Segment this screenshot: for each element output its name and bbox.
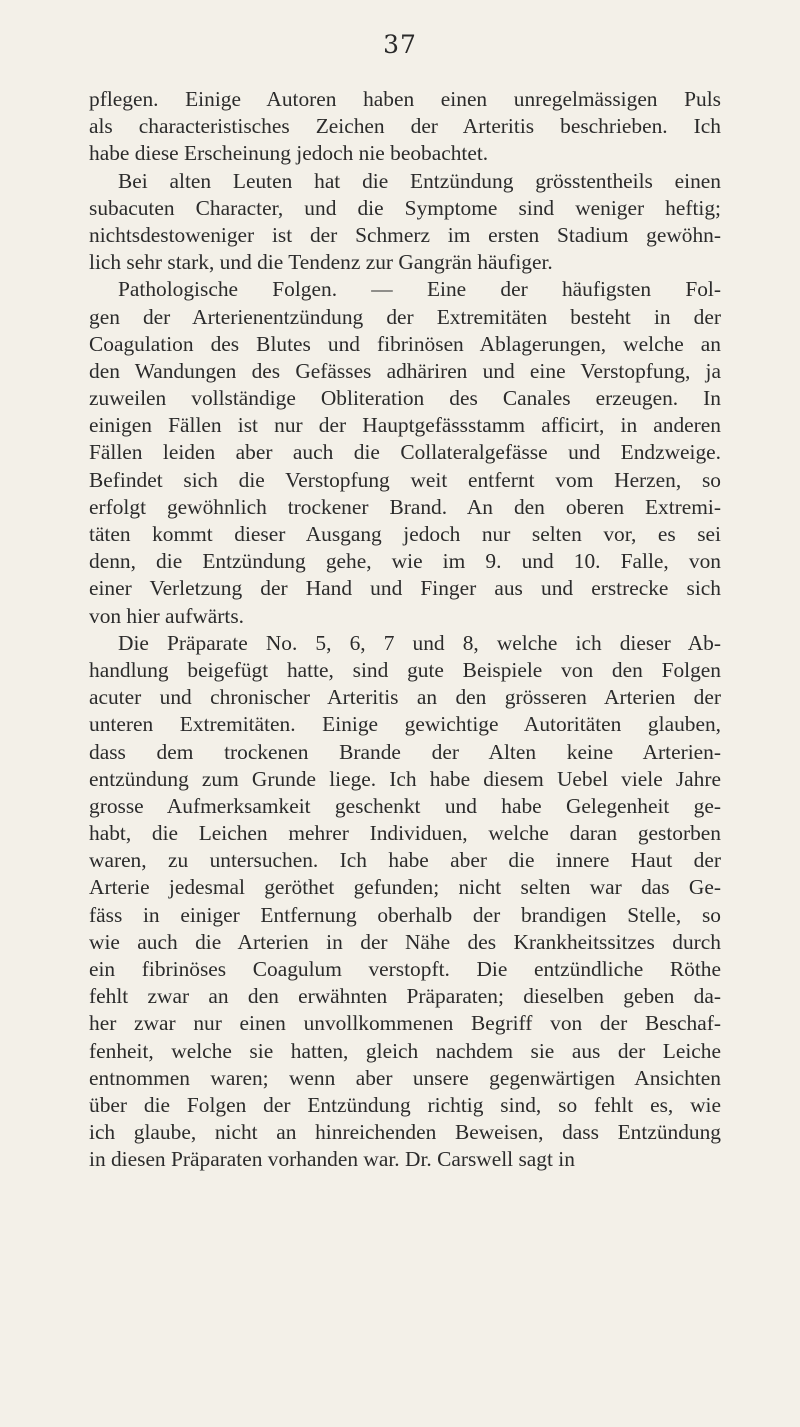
text-line: lich sehr stark, und die Tendenz zur Gangrän häufiger. <box>89 250 553 275</box>
text-line: acuter und chronischer Arteritis an den grösseren Arterien der <box>89 685 721 710</box>
page-number: 37 <box>383 30 417 59</box>
text-line: gen der Arterienentzündung der Extremitäten besteht in der <box>89 304 721 329</box>
text-line: Pathologische Folgen. — Eine der häufigsten Fol- <box>118 277 721 302</box>
text-line: Coagulation des Blutes und fibrinösen Ablagerungen, welche an <box>89 331 721 356</box>
text-line: Die Präparate No. 5, 6, 7 und 8, welche ich dieser Ab- <box>118 630 721 655</box>
text-line: her zwar nur einen unvollkommenen Begriff von der Beschaf- <box>89 1011 721 1036</box>
text-line: waren, zu untersuchen. Ich habe aber die innere Haut der <box>89 848 721 873</box>
text-line: habt, die Leichen mehrer Individuen, welche daran gestorben <box>89 821 721 846</box>
text-line: in diesen Präparaten vorhanden war. Dr. Carswell sagt in <box>89 1147 575 1172</box>
text-line: wie auch die Arterien in der Nähe des Krankheitssitzes durch <box>89 929 721 954</box>
text-line: habe diese Erscheinung jedoch nie beobachtet. <box>89 141 489 166</box>
text-line: als characteristisches Zeichen der Arteritis beschrieben. Ich <box>89 114 721 139</box>
text-line: einigen Fällen ist nur der Hauptgefässstamm afficirt, in anderen <box>89 413 721 438</box>
text-line: fenheit, welche sie hatten, gleich nachdem sie aus der Leiche <box>89 1038 721 1063</box>
text-line: grosse Aufmerksamkeit geschenkt und habe Gelegenheit ge- <box>89 793 721 818</box>
text-line: fehlt zwar an den erwähnten Präparaten; dieselben geben da- <box>89 984 721 1009</box>
text-line: entzündung zum Grunde liege. Ich habe diesem Uebel viele Jahre <box>89 766 721 791</box>
text-line: entnommen waren; wenn aber unsere gegenwärtigen Ansichten <box>89 1065 721 1090</box>
body-text <box>89 86 721 1174</box>
text-line: ich glaube, nicht an hinreichenden Beweisen, dass Entzündung <box>89 1120 721 1145</box>
text-line: über die Folgen der Entzündung richtig sind, so fehlt es, wie <box>89 1092 721 1117</box>
text-line: dass dem trockenen Brande der Alten keine Arterien- <box>89 739 721 764</box>
text-line: Befindet sich die Verstopfung weit entfernt vom Herzen, so <box>89 467 721 492</box>
text-line: ein fibrinöses Coagulum verstopft. Die entzündliche Röthe <box>89 957 721 981</box>
text-line: erfolgt gewöhnlich trockener Brand. An den oberen Extremi- <box>89 494 721 519</box>
text-line: nichtsdestoweniger ist der Schmerz im ersten Stadium gewöhn- <box>89 222 721 247</box>
text-line: Bei alten Leuten hat die Entzündung grösstentheils einen <box>118 168 721 193</box>
text-line: denn, die Entzündung gehe, wie im 9. und 10. Falle, von <box>89 549 721 574</box>
text-line: zuweilen vollständige Obliteration des Canales erzeugen. In <box>89 386 721 411</box>
text-line: subacuten Character, und die Symptome sind weniger heftig; <box>89 195 721 220</box>
text-line: fäss in einiger Entfernung oberhalb der brandigen Stelle, so <box>89 902 721 927</box>
text-line: den Wandungen des Gefässes adhäriren und eine Verstopfung, ja <box>89 358 721 383</box>
text-line: unteren Extremitäten. Einige gewichtige Autoritäten glauben, <box>89 712 721 737</box>
text-line: von hier aufwärts. <box>89 603 245 628</box>
text-line: handlung beigefügt hatte, sind gute Beispiele von den Folgen <box>89 657 721 682</box>
text-line: täten kommt dieser Ausgang jedoch nur selten vor, es sei <box>89 522 721 546</box>
text-line: pflegen. Einige Autoren haben einen unregelmässigen Puls <box>89 87 721 111</box>
text-line: Arterie jedesmal geröthet gefunden; nicht selten war das Ge- <box>89 875 721 900</box>
text-line: Fällen leiden aber auch die Collateralgefässe und Endzweige. <box>89 440 721 465</box>
text-line: einer Verletzung der Hand und Finger aus und erstrecke sich <box>89 576 721 601</box>
